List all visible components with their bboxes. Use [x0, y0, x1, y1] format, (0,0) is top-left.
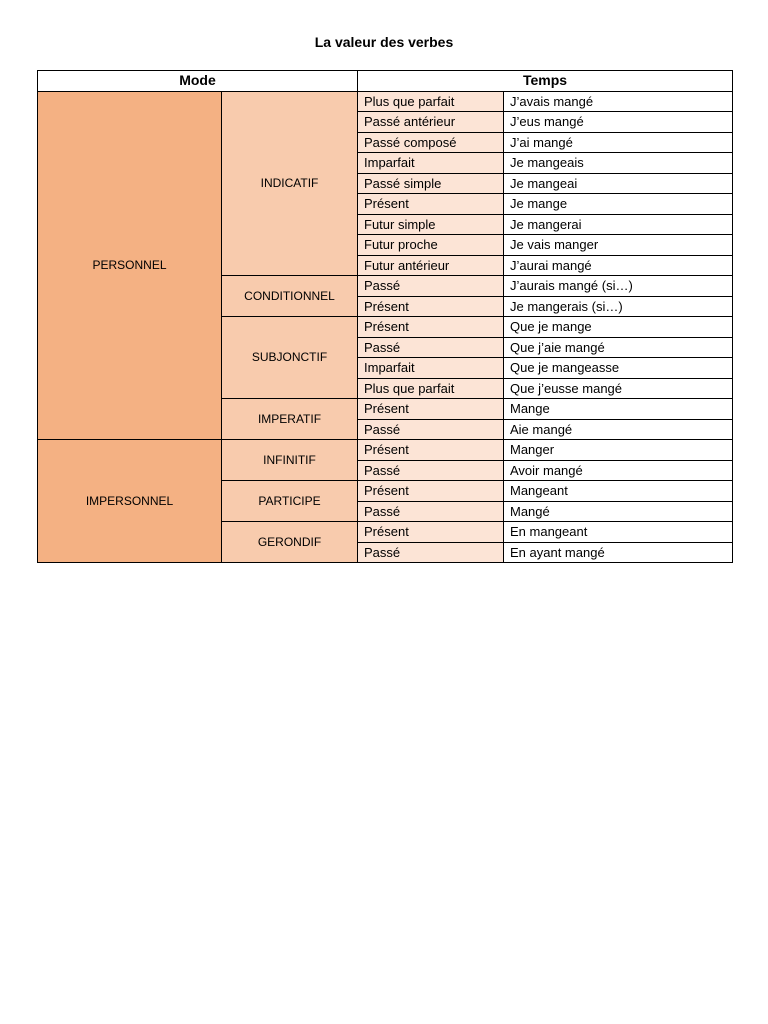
temps-cell: Passé — [358, 276, 504, 297]
temps-cell: Présent — [358, 317, 504, 338]
verb-table — [37, 70, 733, 563]
table-row — [38, 440, 733, 461]
example-cell: Que j’eusse mangé — [504, 378, 733, 399]
temps-cell: Présent — [358, 481, 504, 502]
header-temps: Temps — [358, 71, 733, 92]
temps-cell: Passé — [358, 337, 504, 358]
header-mode: Mode — [38, 71, 358, 92]
example-cell: Mangeant — [504, 481, 733, 502]
example-cell: J’eus mangé — [504, 112, 733, 133]
example-cell: Avoir mangé — [504, 460, 733, 481]
submode-imperatif: IMPERATIF — [222, 399, 358, 440]
temps-cell: Futur simple — [358, 214, 504, 235]
submode-subjonctif: SUBJONCTIF — [222, 317, 358, 399]
temps-cell: Imparfait — [358, 358, 504, 379]
temps-cell: Passé antérieur — [358, 112, 504, 133]
temps-cell: Présent — [358, 194, 504, 215]
example-cell: J’aurai mangé — [504, 255, 733, 276]
example-cell: Je mangerais (si…) — [504, 296, 733, 317]
example-cell: J’avais mangé — [504, 91, 733, 112]
temps-cell: Passé — [358, 542, 504, 563]
example-cell: En mangeant — [504, 522, 733, 543]
temps-cell: Passé — [358, 501, 504, 522]
mode-impersonnel: IMPERSONNEL — [38, 440, 222, 563]
temps-cell: Imparfait — [358, 153, 504, 174]
temps-cell: Passé composé — [358, 132, 504, 153]
example-cell: Que je mange — [504, 317, 733, 338]
temps-cell: Plus que parfait — [358, 378, 504, 399]
submode-indicatif: INDICATIF — [222, 91, 358, 276]
table-row — [38, 91, 733, 112]
temps-cell: Futur antérieur — [358, 255, 504, 276]
example-cell: Aie mangé — [504, 419, 733, 440]
temps-cell: Plus que parfait — [358, 91, 504, 112]
submode-infinitif: INFINITIF — [222, 440, 358, 481]
document-title: La valeur des verbes — [314, 34, 454, 50]
temps-cell: Présent — [358, 522, 504, 543]
submode-conditionnel: CONDITIONNEL — [222, 276, 358, 317]
example-cell: Manger — [504, 440, 733, 461]
example-cell: Mangé — [504, 501, 733, 522]
example-cell: Que j’aie mangé — [504, 337, 733, 358]
example-cell: J’aurais mangé (si…) — [504, 276, 733, 297]
temps-cell: Présent — [358, 296, 504, 317]
temps-cell: Passé — [358, 419, 504, 440]
temps-cell: Passé simple — [358, 173, 504, 194]
example-cell: En ayant mangé — [504, 542, 733, 563]
temps-cell: Présent — [358, 399, 504, 420]
temps-cell: Passé — [358, 460, 504, 481]
example-cell: Mange — [504, 399, 733, 420]
submode-gerondif: GERONDIF — [222, 522, 358, 563]
example-cell: Je mangeai — [504, 173, 733, 194]
example-cell: Je vais manger — [504, 235, 733, 256]
example-cell: Je mange — [504, 194, 733, 215]
submode-participe: PARTICIPE — [222, 481, 358, 522]
example-cell: Je mangeais — [504, 153, 733, 174]
temps-cell: Présent — [358, 440, 504, 461]
mode-personnel: PERSONNEL — [38, 91, 222, 440]
temps-cell: Futur proche — [358, 235, 504, 256]
example-cell: Que je mangeasse — [504, 358, 733, 379]
example-cell: J’ai mangé — [504, 132, 733, 153]
example-cell: Je mangerai — [504, 214, 733, 235]
